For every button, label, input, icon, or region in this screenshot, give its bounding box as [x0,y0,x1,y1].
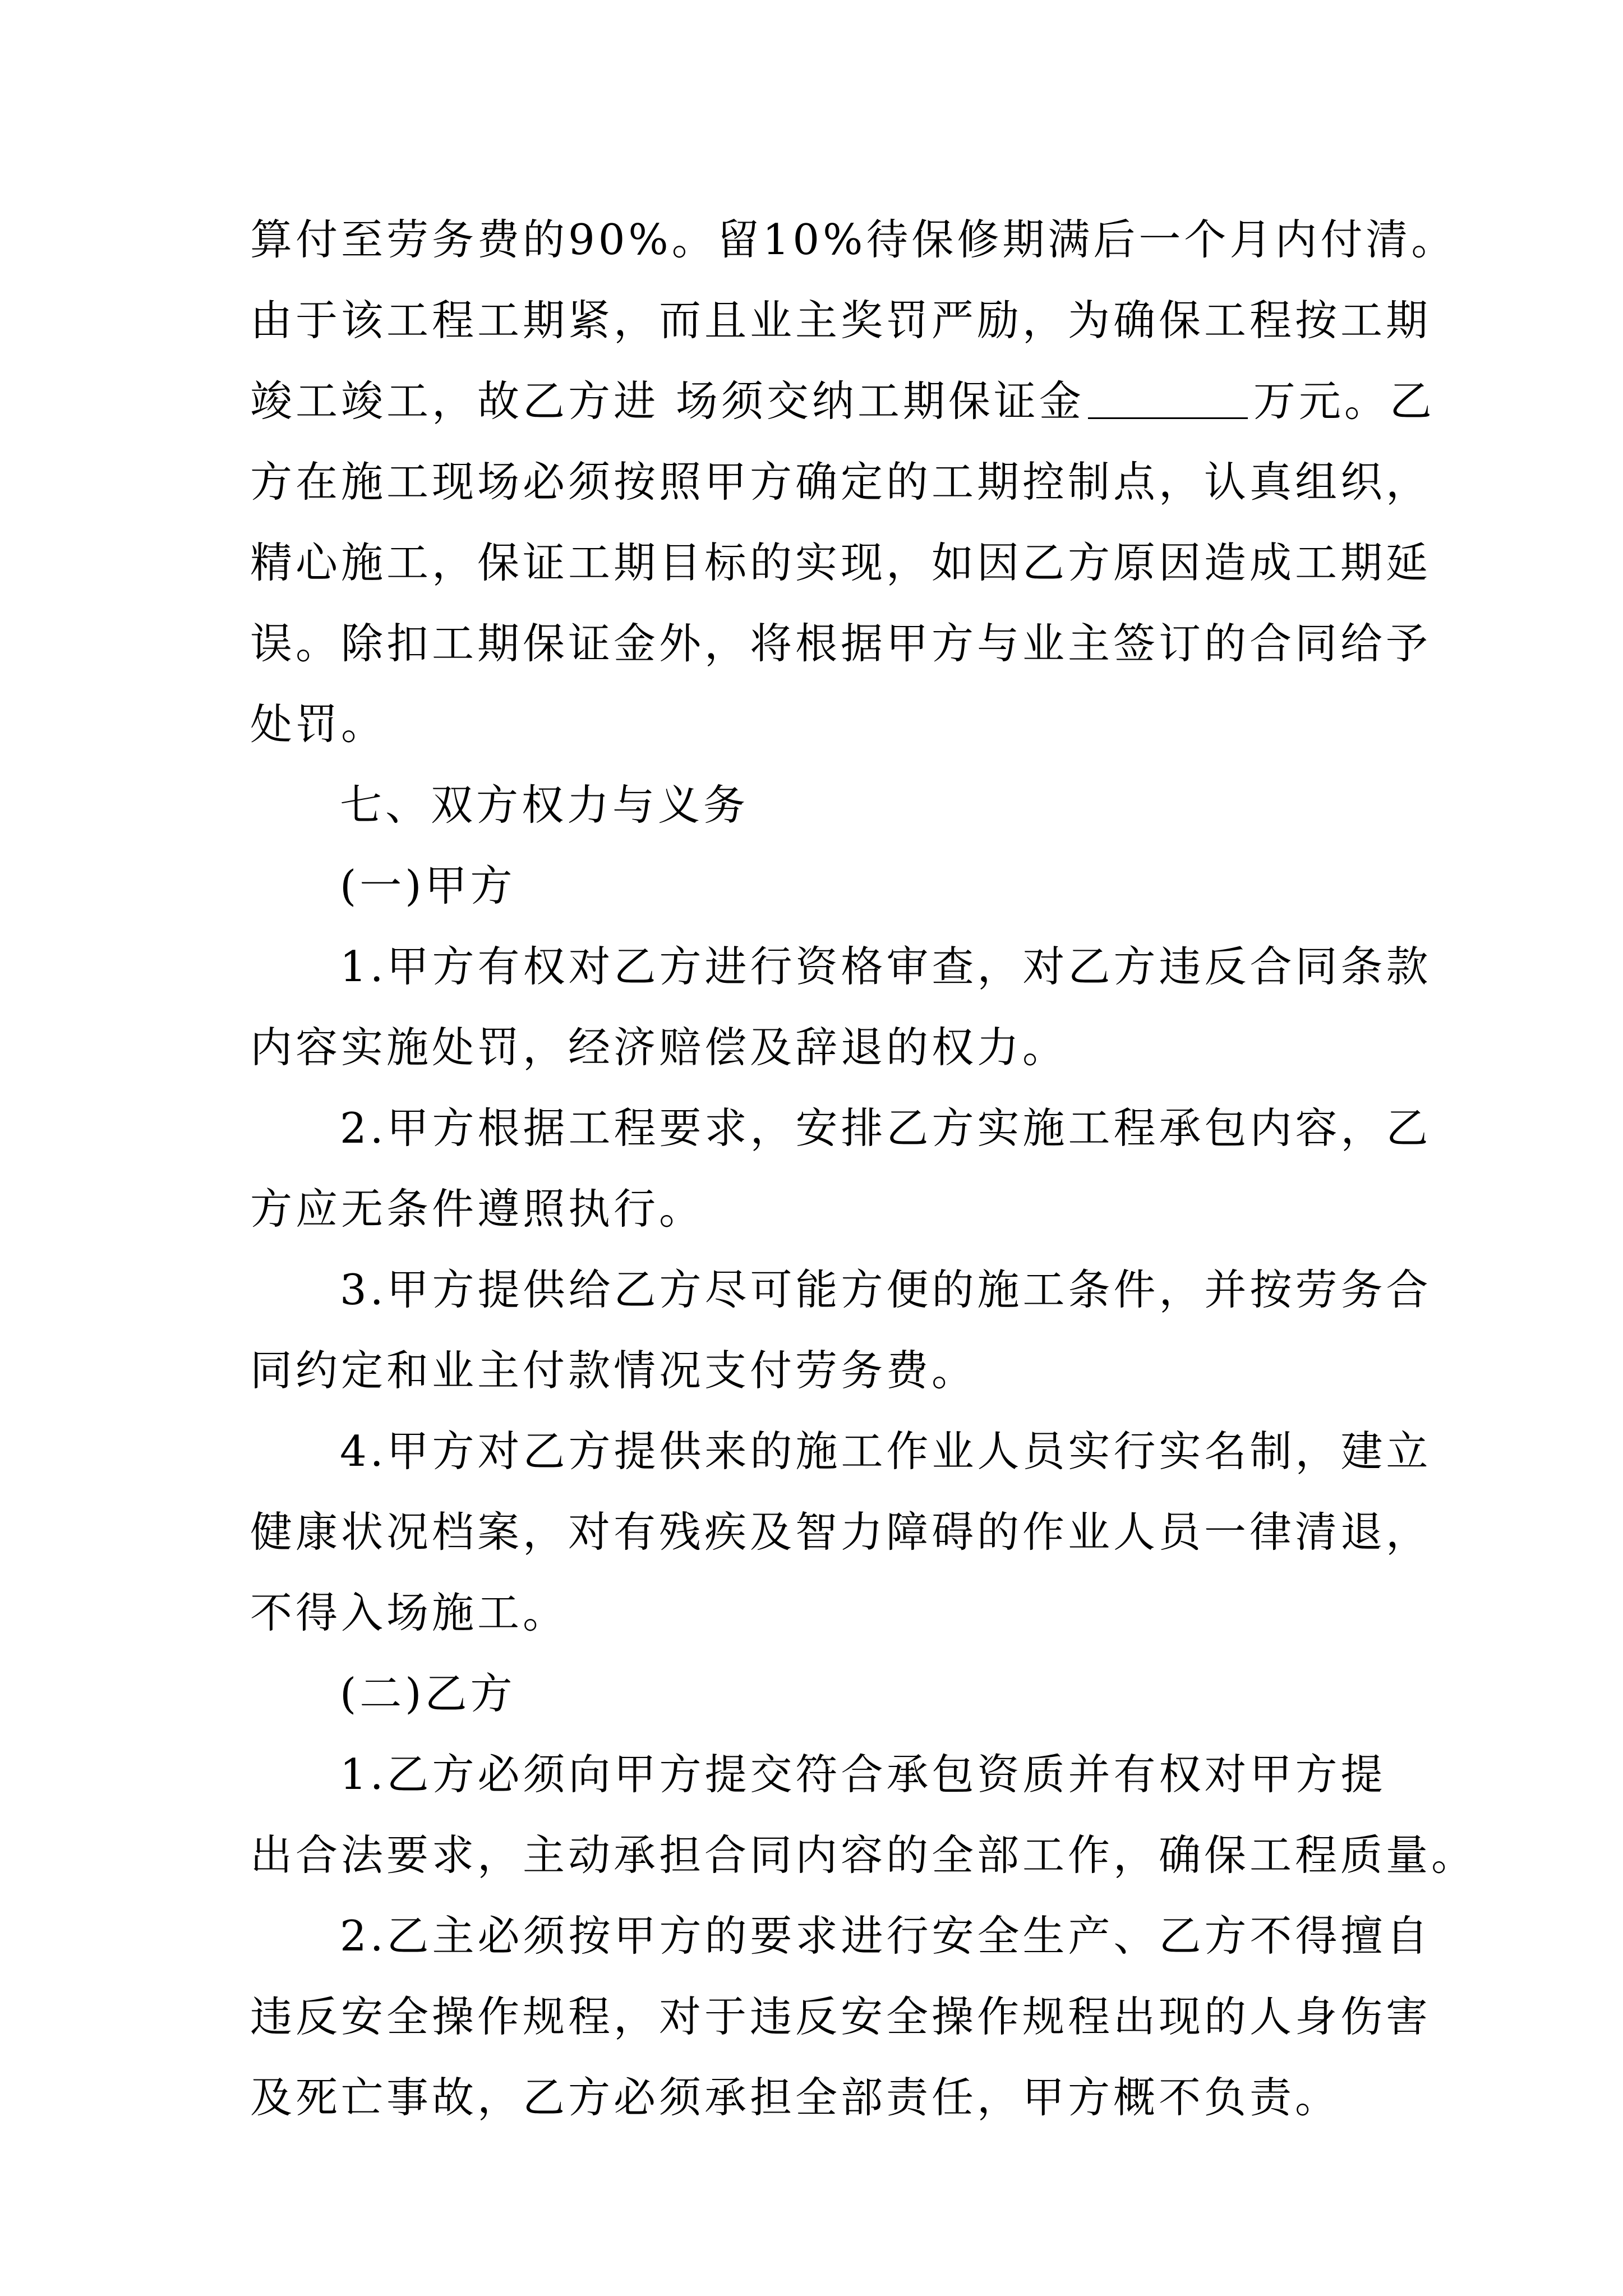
payment-paragraph-line-1: 算付至劳务费的90%。留10%待保修期满后一个月内付清。 [250,215,1457,264]
party-a-item-4-line-2: 健康状况档案，对有残疾及智力障碍的作业人员一律清退， [250,1507,1432,1557]
party-b-item-2-line-2: 违反安全操作规程，对于违反安全操作规程出现的人身伤害 [250,1992,1432,2041]
party-a-item-1-line-2: 内容实施处罚，经济赔偿及辞退的权力。 [250,1023,1068,1072]
schedule-line-2-before-blank: 竣工竣工，故乙方进 场须交纳工期保证金 [250,376,1085,426]
schedule-paragraph-line-1: 由于该工程工期紧，而且业主奖罚严励，为确保工程按工期 [250,296,1432,345]
party-a-item-2-line-1: 2.甲方根据工程要求，安排乙方实施工程承包内容，乙 [340,1103,1432,1153]
party-b-item-2-line-1: 2.乙主必须按甲方的要求进行安全生产、乙方不得擅自 [340,1911,1432,1961]
party-a-item-4-line-1: 4.甲方对乙方提供来的施工作业人员实行实名制，建立 [340,1427,1432,1476]
schedule-paragraph-line-3: 方在施工现场必须按照甲方确定的工期控制点，认真组织， [250,457,1432,507]
party-a-item-1-line-1: 1.甲方有权对乙方进行资格审查，对乙方违反合同条款 [340,942,1432,991]
schedule-line-2-after-blank: 万元。乙 [1253,376,1435,426]
party-b-item-1-line-1: 1.乙方必须向甲方提交符合承包资质并有权对甲方提 [340,1750,1386,1799]
party-a-item-3-line-1: 3.甲方提供给乙方尽可能方便的施工条件，并按劳务合 [340,1265,1432,1314]
party-b-heading: (二)乙方 [340,1669,516,1718]
party-a-item-3-line-2: 同约定和业主付款情况支付劳务费。 [250,1346,978,1395]
party-b-item-1-line-2: 出合法要求，主动承担合同内容的全部工作，确保工程质量。 [250,1830,1477,1880]
party-a-item-2-line-2: 方应无条件遵照执行。 [250,1184,705,1234]
schedule-paragraph-line-4: 精心施工，保证工期目标的实现，如因乙方原因造成工期延 [250,538,1432,587]
schedule-paragraph-line-2 [250,361,1435,441]
party-b-item-2-line-3: 及死亡事故，乙方必须承担全部责任，甲方概不负责。 [250,2073,1341,2122]
schedule-paragraph-line-6: 处罚。 [250,700,387,749]
party-a-heading: (一)甲方 [340,861,516,910]
guarantee-amount-blank [1088,372,1248,419]
document-body [250,199,1477,2138]
schedule-paragraph-line-5: 误。除扣工期保证金外，将根据甲方与业主签订的合同给予 [250,619,1432,668]
section-7-heading: 七、双方权力与义务 [340,780,749,830]
party-a-item-4-line-3: 不得入场施工。 [250,1588,569,1637]
